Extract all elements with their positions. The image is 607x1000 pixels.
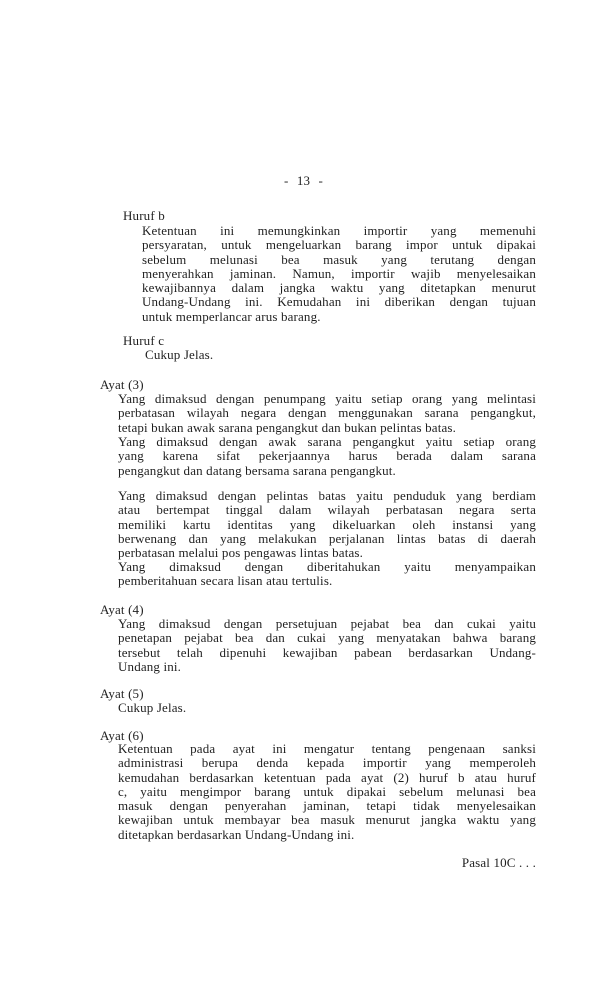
heading-ayat-3: Ayat (3): [100, 377, 144, 392]
text-line: Undang ini.: [118, 658, 182, 674]
text-line: perbatasan melalui pos pengawas lintas batas.: [118, 545, 364, 561]
text-line: masuk dengan penyerahan jaminan, tetapi tidak menyelesaikan: [118, 798, 536, 814]
heading-ayat-5: Ayat (5): [100, 686, 144, 701]
heading-ayat-4: Ayat (4): [100, 602, 144, 617]
text-line: Ketentuan pada ayat ini mengatur tentang pengenaan sanksi: [118, 741, 536, 756]
paragraph-huruf-b: [142, 224, 536, 324]
text-line: c, yaitu mengimpor barang untuk dipakai sebelum melunasi bea: [118, 783, 536, 799]
text-line: penetapan pejabat bea dan cukai yang menyatakan bahwa barang: [118, 630, 536, 646]
paragraph-ayat-3-1: [118, 392, 536, 435]
paragraph-ayat-5: Cukup Jelas.: [118, 700, 187, 715]
text-line: Ketentuan ini memungkinkan importir yang memenuhi: [142, 223, 536, 238]
paragraph-ayat-4: [118, 617, 536, 674]
paragraph-ayat-3-4: [118, 560, 536, 589]
text-line: kewajibannya dalam jangka waktu yang ditetapkan menurut: [142, 280, 536, 296]
text-line: Yang dimaksud dengan pelintas batas yaitu penduduk yang berdiam: [118, 488, 536, 503]
paragraph-huruf-c: Cukup Jelas.: [145, 347, 214, 362]
text-line: persyaratan, untuk mengeluarkan barang impor untuk dipakai: [142, 237, 536, 253]
text-line: berwenang dan yang melakukan perjalanan lintas batas di daerah: [118, 530, 536, 546]
text-line: kemudahan berdasarkan ketentuan pada ayat (2) huruf b atau huruf: [118, 769, 536, 785]
text-line: untuk memperlancar arus barang.: [142, 308, 321, 324]
heading-ayat-6: Ayat (6): [100, 728, 144, 743]
text-line: kewajiban untuk membayar bea masuk menurut jangka waktu yang: [118, 812, 536, 828]
heading-huruf-b: Huruf b: [123, 208, 165, 223]
text-line: administrasi berupa denda kepada importir yang memperoleh: [118, 755, 536, 771]
text-line: tersebut telah dipenuhi kewajiban pabean berdasarkan Undang-: [118, 644, 536, 660]
heading-huruf-c: Huruf c: [123, 333, 165, 348]
catchword-pasal-10c: Pasal 10C . . .: [461, 855, 536, 870]
text-line: Yang dimaksud dengan penumpang yaitu setiap orang yang melintasi: [118, 391, 536, 406]
text-line: Yang dimaksud dengan awak sarana pengangkut yaitu setiap orang: [118, 434, 536, 449]
text-line: pengangkut dan datang bersama sarana pengangkut.: [118, 462, 396, 478]
text-line: perbatasan wilayah negara dengan menggunakan sarana pengangkut,: [118, 405, 536, 421]
text-line: yang karena sifat pekerjaannya harus berada dalam sarana: [118, 448, 536, 464]
text-line: Undang-Undang ini. Kemudahan ini diberikan dengan tujuan: [142, 294, 536, 310]
text-line: memiliki kartu identitas yang dikeluarkan oleh instansi yang: [118, 516, 536, 532]
paragraph-ayat-3-3: [118, 489, 536, 560]
text-line: atau bertempat tinggal dalam wilayah perbatasan negara serta: [118, 502, 536, 518]
text-line: sebelum melunasi bea masuk yang terutang dengan: [142, 251, 536, 267]
text-line: pemberitahuan secara lisan atau tertulis.: [118, 573, 333, 589]
text-line: tetapi bukan awak sarana pengangkut dan bukan pelintas batas.: [118, 419, 457, 435]
paragraph-ayat-6: [118, 742, 536, 842]
text-line: Yang dimaksud dengan persetujuan pejabat bea dan cukai yaitu: [118, 616, 536, 631]
text-line: ditetapkan berdasarkan Undang-Undang ini.: [118, 826, 355, 842]
page-number: - 13 -: [283, 173, 324, 188]
text-line: menyerahkan jaminan. Namun, importir wajib menyelesaikan: [142, 265, 536, 281]
paragraph-ayat-3-2: [118, 435, 536, 478]
text-line: Yang dimaksud dengan diberitahukan yaitu menyampaikan: [118, 559, 536, 574]
